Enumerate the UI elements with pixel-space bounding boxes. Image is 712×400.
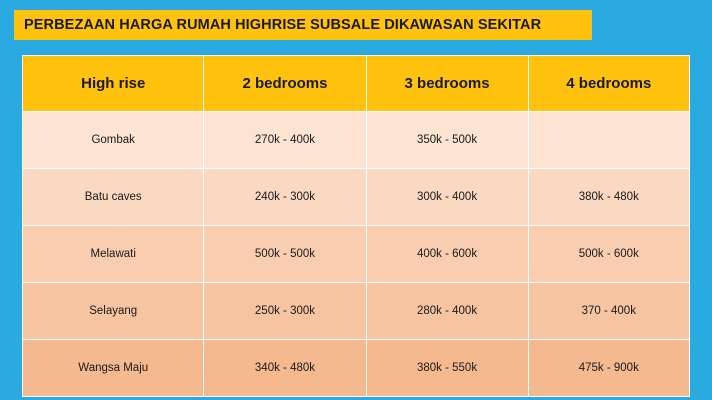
cell-4-bedrooms — [528, 112, 689, 169]
cell-3-bedrooms: 300k - 400k — [366, 169, 528, 226]
cell-3-bedrooms: 350k - 500k — [366, 112, 528, 169]
cell-area: Melawati — [23, 226, 204, 283]
title-banner — [14, 10, 592, 40]
column-header-2-bedrooms: 2 bedrooms — [204, 56, 366, 112]
cell-4-bedrooms: 370 - 400k — [528, 283, 689, 340]
cell-3-bedrooms: 400k - 600k — [366, 226, 528, 283]
cell-area: Gombak — [23, 112, 204, 169]
table-row — [23, 112, 690, 169]
table-row — [23, 283, 690, 340]
table-header-row — [23, 56, 690, 112]
cell-4-bedrooms: 500k - 600k — [528, 226, 689, 283]
cell-3-bedrooms: 380k - 550k — [366, 340, 528, 397]
cell-4-bedrooms: 475k - 900k — [528, 340, 689, 397]
cell-2-bedrooms: 500k - 500k — [204, 226, 366, 283]
column-header-4-bedrooms: 4 bedrooms — [528, 56, 689, 112]
cell-2-bedrooms: 340k - 480k — [204, 340, 366, 397]
table-row — [23, 226, 690, 283]
cell-4-bedrooms: 380k - 480k — [528, 169, 689, 226]
price-comparison-table — [22, 55, 690, 385]
page-title: PERBEZAAN HARGA RUMAH HIGHRISE SUBSALE DIKAWASAN SEKITAR — [24, 17, 542, 33]
cell-2-bedrooms: 270k - 400k — [204, 112, 366, 169]
table-row — [23, 340, 690, 397]
cell-area: Selayang — [23, 283, 204, 340]
cell-2-bedrooms: 250k - 300k — [204, 283, 366, 340]
cell-3-bedrooms: 280k - 400k — [366, 283, 528, 340]
cell-2-bedrooms: 240k - 300k — [204, 169, 366, 226]
column-header-3-bedrooms: 3 bedrooms — [366, 56, 528, 112]
cell-area: Wangsa Maju — [23, 340, 204, 397]
table-row — [23, 169, 690, 226]
cell-area: Batu caves — [23, 169, 204, 226]
column-header-highrise: High rise — [23, 56, 204, 112]
